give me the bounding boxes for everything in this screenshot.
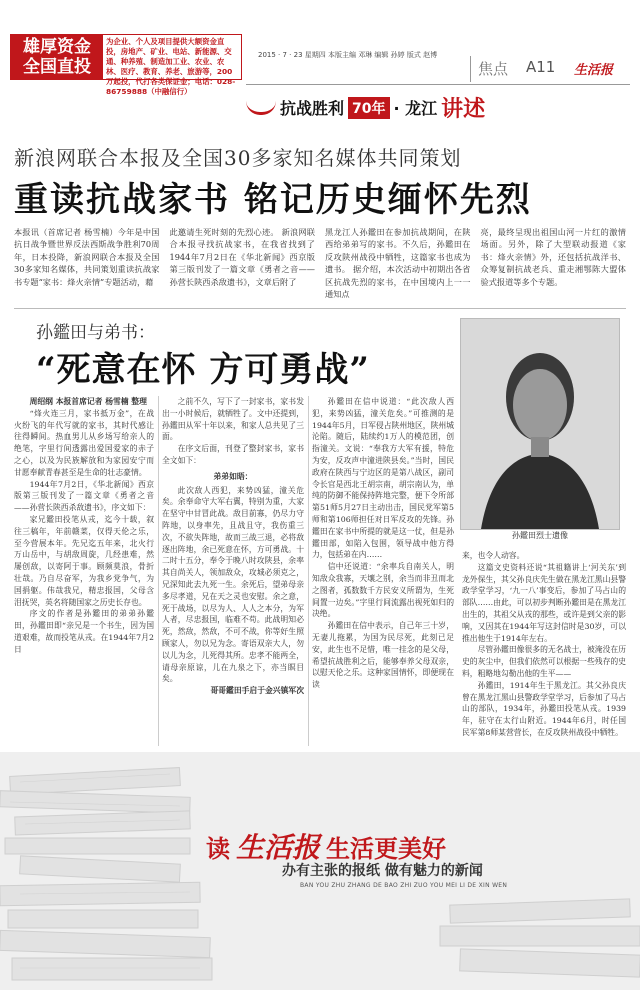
paragraph: 这篇文史资料还说“其祖籍讲上‘河关东’到龙外保生，其父孙良庆先生做在黑龙江黑山县警政学堂学习，‘九一八’事变后，参加了马占山的部队……由此，可以初步判断孙鑑田是在黑龙江出生的，其祖父从戎的那些，或许是到父亲的影响，又因其在1944年写这封信时是30岁，可以推出他生于1914年左右。 — [462, 562, 626, 643]
letter-body: 此次敌人西犯，来势凶猛，潼关危矣。余奉命守大军右翼，特别为重，大家在坚守中甘冒此战。敌目前寡，仍尽力守阵地，以身率先，且战且守，我伤重三次，不欲失阵地，故而三战三退，必将敌逐出阵地，余已死意在怀，方可勇战。十二时十五分，奉令于晚八时攻陕县，余率其自尚关人，领加敌众，攻城必须克之，兄深知此去九死一生。余死后，望弟母亲多尽孝道，兄在天之灵也安慰。余之意，死于战场，以尽为人、人人之本分，为军人者，尽忠报国，临难不苟。此战明知必死，然敌，然敌，不可不战，你等好生照顾家人，勿以兄为念。寄语双亲大人，勿以儿为念，儿死得其所。忠孝不能两全，请母亲原谅，儿在九泉之下，亦当瞑目矣。 — [162, 485, 304, 684]
header-divider — [470, 56, 471, 82]
header-rule — [246, 84, 630, 85]
feature-title: “死意在怀 方可勇战” — [36, 350, 370, 390]
body-col-2 — [162, 396, 304, 746]
promo-slogan: 生活更美好 — [326, 835, 447, 863]
letter-signoff: 哥哥鑑田手启于金兴镇军次 — [210, 686, 304, 696]
feature-sub: 孙鑑田与弟书： — [36, 323, 155, 343]
byline: 周绍纲 本报首席记者 杨雪楠 整理 — [29, 397, 147, 406]
promo-read: 读 — [206, 835, 230, 863]
swoosh-icon — [246, 101, 276, 115]
paragraph: 1944年7月2日，《华北新闻》西京版第三版刊发了一篇文章《勇者之音——孙营长陕西杀敌遗书》，序文如下： — [14, 479, 154, 513]
paragraph: 之前不久，写下了一封家书，家书发出一小时候后，就牺牲了。文中还提到，孙鑑田从军十年以来，和家人总共见了三面。 — [162, 397, 304, 442]
body-col-1 — [14, 396, 154, 746]
article-headline: 重读抗战家书 铭记历史缅怀先烈 — [14, 180, 532, 220]
promo-paper-logo: 生活报 — [236, 831, 321, 864]
banner-part-1: 抗战胜利 — [280, 99, 345, 118]
banner-number: 70年 — [348, 97, 389, 119]
promo-subtitle: 办有主张的报纸 做有魅力的新闻 — [282, 863, 483, 879]
portrait-icon — [461, 319, 619, 529]
paper-logo: 生活报 — [574, 63, 614, 78]
page-number: A11 — [526, 58, 556, 76]
paragraph: 孙鑑田，1914年生于黑龙江。其父孙良庆曾在黑龙江黑山县警政学堂学习，后参加了马占山的部队，1934年，孙鑑田投笔从戎。1939年，驻守在太行山附近。1944年6月，时任国民军第8师某营营长，在反攻陕州战役中牺牲。 — [462, 680, 626, 737]
banner-part-3: 讲述 — [441, 97, 486, 122]
paragraph: “烽火连三月，家书抵万金”，在战火纷飞的年代写就的家书，其时代感让往得瞬间。热血男儿从乡场写给亲人的绝笔，字里行间透露出爱国爱家的赤子之心，以及为民族解放和为家园安宁而甘愿奉献青春甚至是生命的壮志豪情。 — [14, 408, 154, 477]
top-left-ad — [10, 34, 242, 96]
ad-line-1: 雄厚资金 — [23, 37, 91, 57]
section-label: 焦点 — [478, 60, 509, 78]
banner-part-2: · 龙江 — [393, 99, 438, 118]
intro-col-4: 亮，最终呈现出祖国山河一片红的激情场面。另外，除了大型联动报道《家书：烽火亲情》外，还包括抗战洋书、众筹复制抗战老兵、重走湘鄂陈大盟体验式报道等多个专题。 — [480, 227, 626, 287]
body-col-4 — [462, 550, 626, 746]
paragraph: 来，也令人动容。 — [462, 551, 525, 560]
ad-line-2: 全国直投 — [23, 57, 91, 77]
paragraph: 家兄鑑田投笔从戎，迄今十载，叙往三稿年，年前赣菜，仅得天伦之乐，至今营展本年。先兄迄五年来，北火行万山岳中，与胡敌周旋，几经患难，然屡创敌，以寄阿于事。顾频莫浪，骨折壮哉。乃自尽奋军，为我乡党争气，为国捐躯。伟哉我兄，精忠报国，父母含泪抚哭，英名将随国家之历史长存也。 — [14, 514, 154, 607]
intro-columns — [14, 226, 626, 300]
column-rule — [308, 396, 309, 746]
paragraph: 尽管孙鑑田像很多的无名战士，被淹没在历史的灰尘中，但我们依然可以根据一些残存的史料，粗略地勾勒出他的生平—— — [462, 645, 626, 678]
issue-meta: 2015 · 7 · 23 星期四 本版主编 邓琳 编辑 孙婷 版式 赵博 — [258, 51, 438, 59]
column-banner — [246, 92, 485, 123]
paragraph: 序文的作者是孙鑑田的弟弟孙鑑田，孙鑑田即“亲兄是一个书生，因为国道艰难，故而投笔从戎。在1944年7月2日 — [14, 609, 154, 654]
paragraph: 在序文后面，刊登了整封家书，家书全文如下： — [162, 444, 304, 465]
ad-details: 为企业、个人及项目提供大额资金直投，房地产、矿业、电站、新能源、交通、种养殖、制造加工业、农业、农林、医疗、教育、养老、旅游等，200万起投，代打各类保证金；电话：028-86759888（中融信行） — [106, 37, 236, 96]
intro-col-1: 本报讯（首席记者 杨雪楠）今年是中国抗日战争暨世界反法西斯战争胜利70周年，日本投降，新浪网联合本报及全国30多家知名媒体，共同策划重读抗战家书专题“家书：烽火亲情”专题活动，藉 — [14, 227, 160, 287]
paragraph: 信中还说道：“余率兵自南关人，明知敌众我寡，天壤之别，余当而非丑而北之图者，孤数数千方民安义所谓为，生死间置一边矣。”字里行间流露出视死如归的决绝。 — [312, 562, 454, 619]
paragraph: 孙鑑田在信中表示，自己年三十岁，无妻儿拖累，为国为民尽死，此刻已足安，此生也不足惜，唯一挂念的是父母，希望抗战胜利之后，能够奉养父母双亲，以慰天伦之乐。这种家国情怀，即便现在读 — [312, 621, 454, 690]
intro-col-3: 黑龙江人孙鑑田在参加抗战期间，在陕西给弟弟写的家书。不久后，孙鑑田在反攻陕州战役中牺牲，这篇家书也成为遗书。 据介绍，本次活动中初期出各省区抗战先烈的家书，在中国境内上一一通知点 — [325, 227, 471, 300]
column-rule — [158, 396, 159, 746]
ad-headline — [11, 35, 103, 79]
article-subhead: 新浪网联合本报及全国30多家知名媒体共同策划 — [14, 146, 462, 170]
intro-col-2: 此邀请生死时刻的先烈心迹。 新浪网联合本报寻找抗战家书，在我省找到了1944年7月2日在《华北新闻》西京版第三版刊发了一篇文章《勇者之音——孙营长陕西杀敌遗书》，文章后附了 — [169, 227, 315, 287]
paragraph: 孙鑑田在信中说道：“此次敌人西犯，来势凶猛，潼关危矣。”可推测的是1944年5月，日军侵占陕州地区，陕州城沦陷。随后，陆续约1万人的模范团，创指潼关。文说：“奉我方大军有援，特危为安，反攻声中潼进陕县矣。”当时，国民政府在陕西与宁边区的是第八战区，副司令长官是西北王胡宗南，胡宗南认为，单纯的防御不能保持阵地完整，便下令所部第51师5月27日主动出击，国民党军第5师和第106师担任对日军反攻的先锋。孙鑑田在家书中所提的就是这一仗，但是孙鑑田部，如陷入包围，领导战中他方得力，包括弟在内…… — [312, 397, 454, 560]
letter-salutation: 弟弟如晤： — [213, 471, 253, 481]
section-divider — [14, 308, 626, 309]
promo-pinyin: BAN YOU ZHU ZHANG DE BAO ZHI ZUO YOU MEI LI DE XIN WEN — [300, 882, 508, 889]
body-col-3 — [312, 396, 454, 746]
portrait-caption: 孙鑑田烈士遗像 — [512, 531, 568, 540]
portrait-photo — [460, 318, 620, 530]
